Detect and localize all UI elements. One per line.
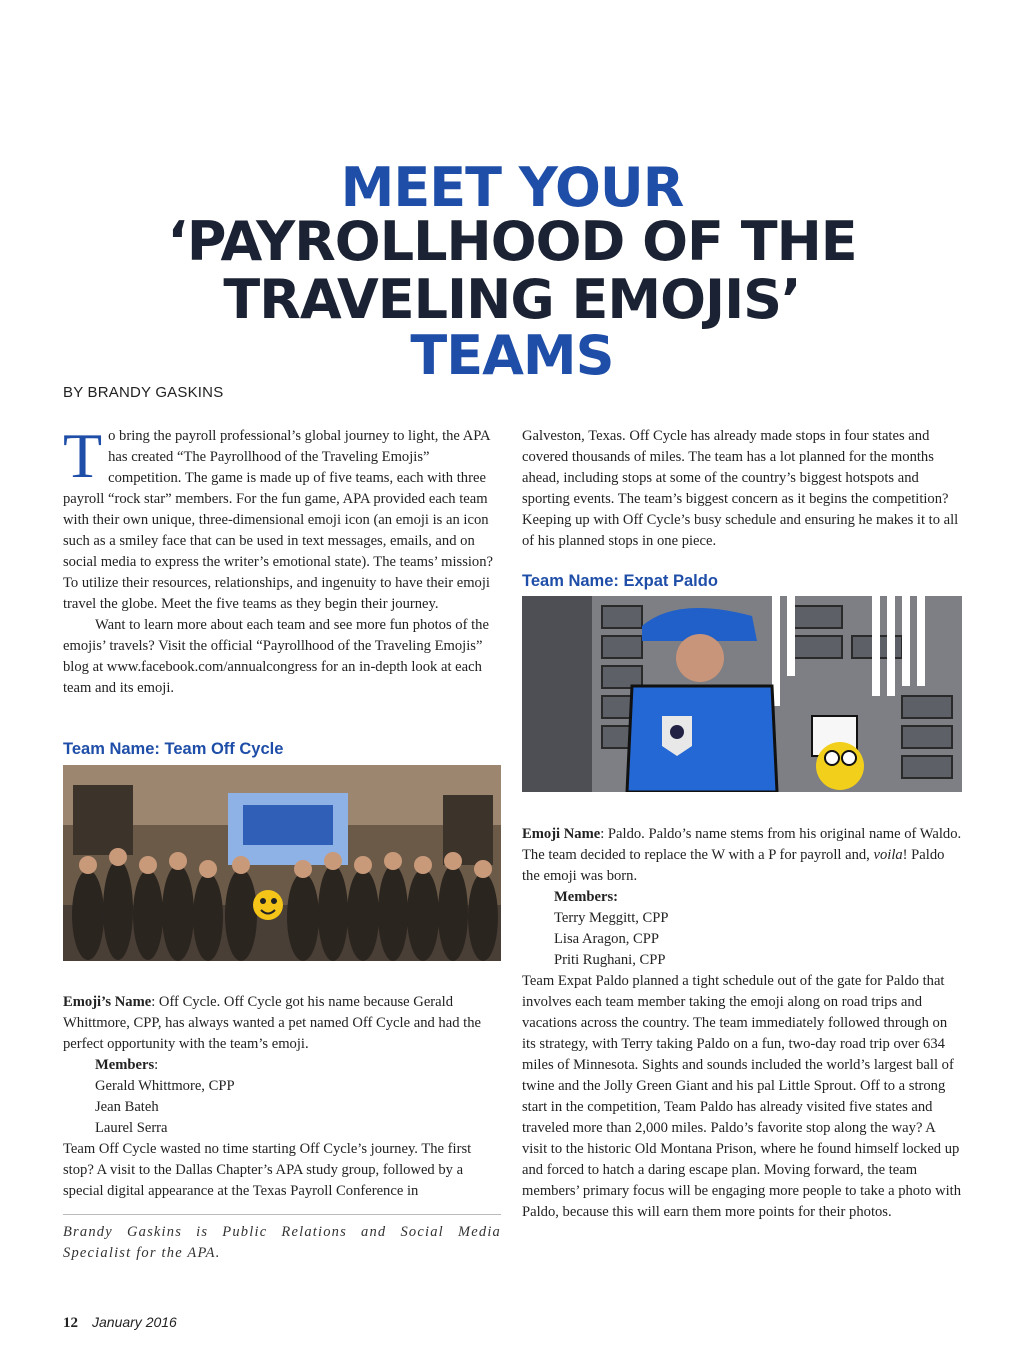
team2-emoji-voila: voila xyxy=(873,847,903,863)
team2-emoji-text-end: ! Paldo the emoji was born. xyxy=(522,847,945,884)
team2-member: Lisa Aragon, CPP xyxy=(554,931,659,947)
page-number: 12 xyxy=(63,1315,78,1331)
team2-heading: Team Name: Expat Paldo xyxy=(522,572,718,590)
team1-member: Gerald Whittmore, CPP xyxy=(95,1078,235,1094)
team2-emoji-text: : Paldo. Paldo’s name stems from his original name of Waldo. The team decided to replace the W with a P for payroll and, xyxy=(522,826,962,863)
title-line-2: ‘PAYROLLHOOD OF THE xyxy=(167,210,857,273)
team2-story: Team Expat Paldo planned a tight schedule out of the gate for Paldo that involves each team member taking the emoji along on road trips and vacations across the country. The team immediately followed through on its strategy, with Terry taking Paldo on a fun, two-day road trip over 634 miles of Minnesota. Sights and sounds included the world’s largest ball of twine and the Jolly Green Giant and his pal Little Sprout. Off to a strong start in the competition, Team Paldo has already visited five states and traveled more than 2,000 miles. Paldo’s favorite stop along the way? A visit to the historic Old Montana Prison, where he found himself locked up and forced to hatch a daring escape plan. Moving forward, the team members’ primary focus will be engaging more people to take a photo with Paldo, because this will earn them more points for their photos. xyxy=(522,973,962,1220)
intro-paragraph-2: Want to learn more about each team and see more fun photos of the emojis’ travels? Visit the official “Payrollhood of the Traveling Emojis” blog at www.facebook.com/annualcongress for an in-depth look at each team and its emoji. xyxy=(63,617,489,696)
team-group-photo-illustration xyxy=(63,765,501,961)
team1-story-continued xyxy=(522,426,962,552)
team1-members-colon: : xyxy=(154,1057,159,1073)
title-line-3: TRAVELING EMOJIS’ xyxy=(223,268,801,331)
page-footer xyxy=(63,1314,177,1332)
title-line-1: MEET YOUR xyxy=(340,156,684,219)
bio-divider xyxy=(63,1214,501,1215)
team1-emoji-label: Emoji’s Name xyxy=(63,994,152,1010)
team1-emoji-text: : Off Cycle. Off Cycle got his name because Gerald Whittmore, CPP, has always wanted a pet named Off Cycle and had the perfect opportunity with the team’s emoji. xyxy=(63,994,481,1052)
team2-members-label: Members: xyxy=(554,889,619,905)
team2-text xyxy=(522,824,962,1223)
team1-members-label: Members xyxy=(95,1057,155,1073)
team1-heading: Team Name: Team Off Cycle xyxy=(63,740,284,758)
team-expat-paldo-photo xyxy=(522,596,962,792)
team1-member: Jean Bateh xyxy=(95,1099,159,1115)
paldo-photo-illustration xyxy=(522,596,962,792)
team1-text xyxy=(63,992,501,1202)
team1-story-cont-text: Galveston, Texas. Off Cycle has already made stops in four states and covered thousands of miles. The team has a lot planned for the months ahead, including stops at some of the country’s biggest hotspots and sporting events. The team’s biggest concern as it begins the competition? Keeping up with Off Cycle’s busy schedule and ensuring he makes it to all of his planned stops in one piece. xyxy=(522,428,959,549)
team2-member: Priti Rughani, CPP xyxy=(554,952,666,968)
team2-emoji-label: Emoji Name xyxy=(522,826,601,842)
author-bio: Brandy Gaskins is Public Relations and Social Media Specialist for the APA. xyxy=(63,1224,501,1261)
issue-date: January 2016 xyxy=(92,1314,177,1330)
intro-text xyxy=(63,420,501,699)
drop-cap: T xyxy=(63,420,103,491)
team-off-cycle-photo xyxy=(63,765,501,961)
byline: BY BRANDY GASKINS xyxy=(63,384,224,401)
team1-story: Team Off Cycle wasted no time starting Off Cycle’s journey. The first stop? A visit to the Dallas Chapter’s APA study group, followed by a special digital appearance at the Texas Payroll Conference in xyxy=(63,1141,472,1199)
title-line-4: TEAMS xyxy=(410,324,614,387)
team2-member: Terry Meggitt, CPP xyxy=(554,910,669,926)
intro-paragraph-1: o bring the payroll professional’s global journey to light, the APA has created “The Payrollhood of the Traveling Emojis” competition. The game is made up of five teams, each with three payroll “rock star” members. For the fun game, APA provided each team with their own unique, three-dimensional emoji icon (an emoji is an icon such as a smiley face that can be used in text messages, emails, and on social media to express the writer’s emotional state). The teams’ mission? To utilize their resources, relationships, and ingenuity to have their emoji travel the globe. Meet the five teams as they begin their journey. xyxy=(63,428,493,612)
team1-member: Laurel Serra xyxy=(95,1120,168,1136)
